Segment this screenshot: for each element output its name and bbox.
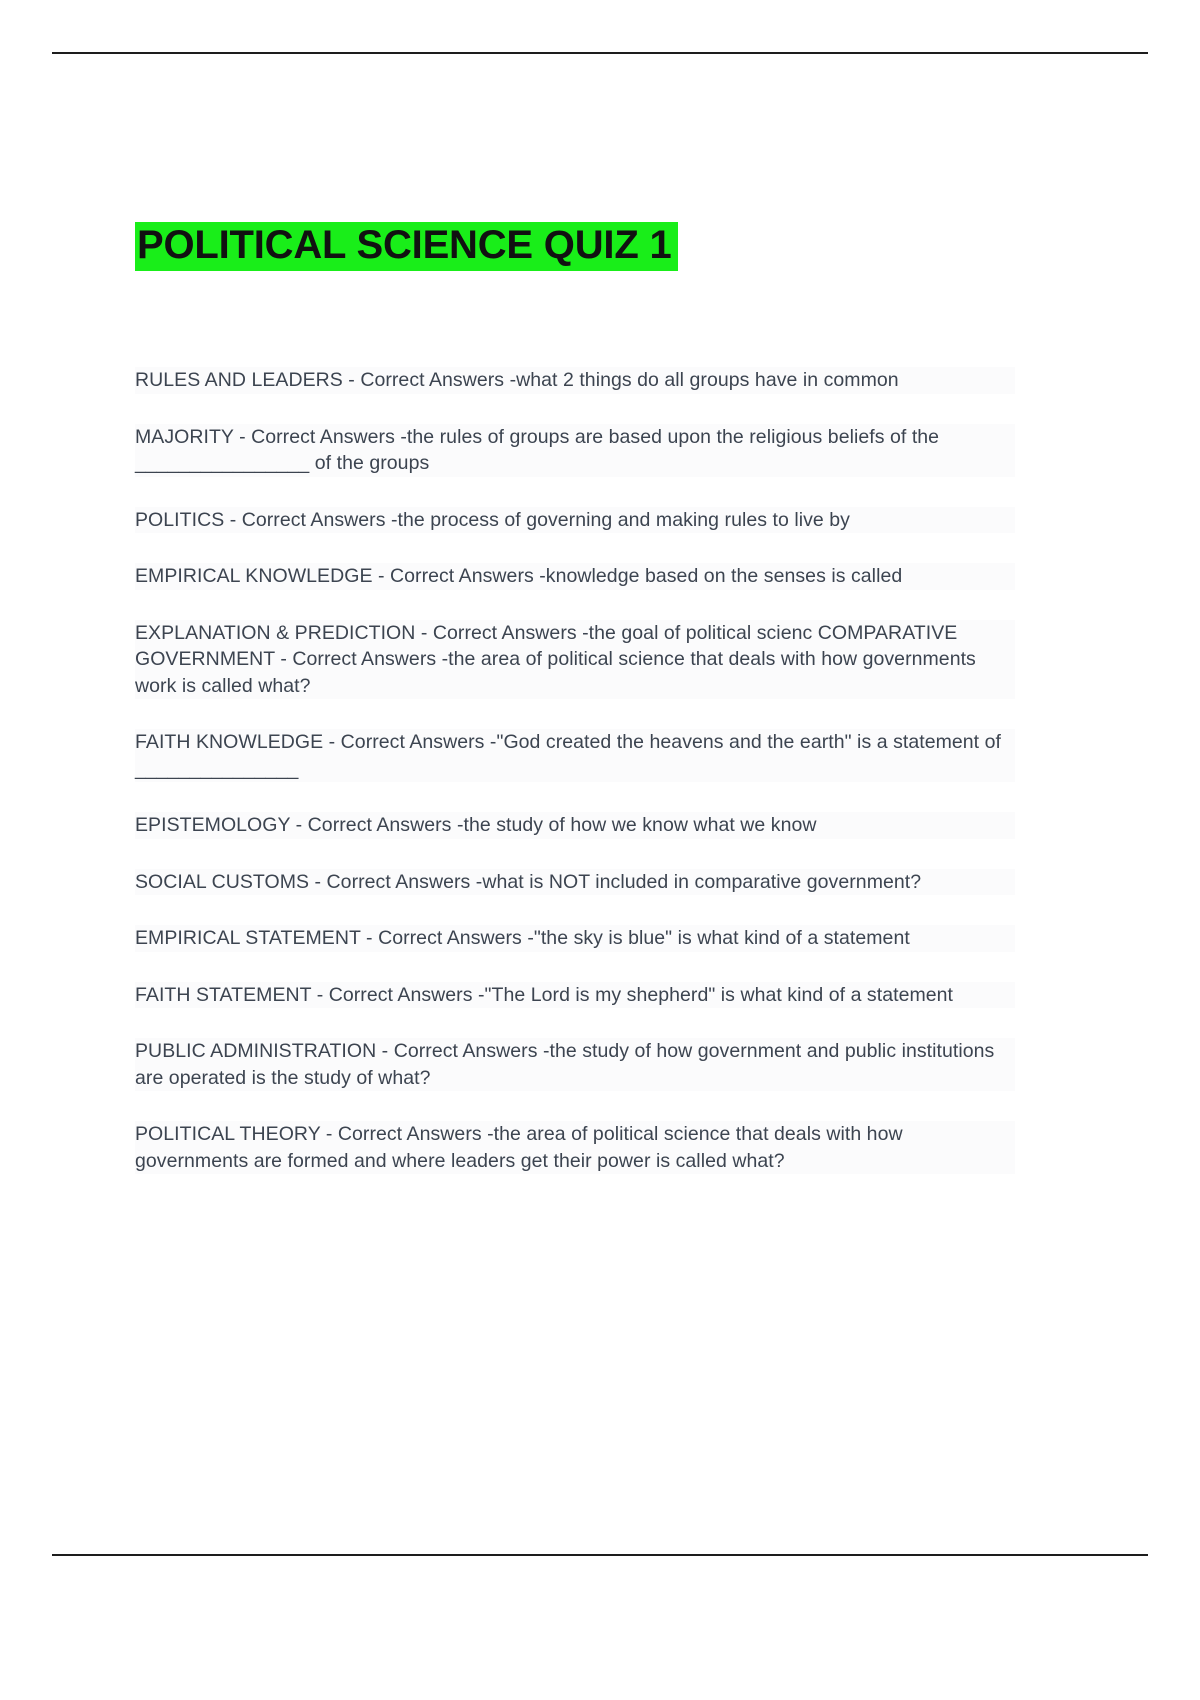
qa-entry: EPISTEMOLOGY - Correct Answers -the study of how we know what we know [135, 812, 1015, 839]
qa-entry: EMPIRICAL STATEMENT - Correct Answers -"the sky is blue" is what kind of a statement [135, 925, 1015, 952]
footer-divider [52, 1554, 1148, 1556]
qa-entry: FAITH STATEMENT - Correct Answers -"The Lord is my shepherd" is what kind of a statement [135, 982, 1015, 1009]
page-title: POLITICAL SCIENCE QUIZ 1 [135, 222, 678, 271]
qa-entry: RULES AND LEADERS - Correct Answers -what 2 things do all groups have in common [135, 367, 1015, 394]
qa-entry: EMPIRICAL KNOWLEDGE - Correct Answers -knowledge based on the senses is called [135, 563, 1015, 590]
qa-entry: PUBLIC ADMINISTRATION - Correct Answers -the study of how government and public institutions are operated is the study of what? [135, 1038, 1015, 1091]
qa-entry: EXPLANATION & PREDICTION - Correct Answers -the goal of political scienc COMPARATIVE GOVERNMENT - Correct Answers -the area of political science that deals with how governments work is called what? [135, 620, 1015, 700]
header-divider [52, 52, 1148, 54]
document-body [135, 222, 1015, 1174]
qa-entry-list [135, 367, 1015, 1174]
qa-entry: FAITH KNOWLEDGE - Correct Answers -"God created the heavens and the earth" is a statement of _______________ [135, 729, 1015, 782]
qa-entry: POLITICS - Correct Answers -the process of governing and making rules to live by [135, 507, 1015, 534]
qa-entry: SOCIAL CUSTOMS - Correct Answers -what is NOT included in comparative government? [135, 869, 1015, 896]
qa-entry: MAJORITY - Correct Answers -the rules of groups are based upon the religious beliefs of the ________________ of the groups [135, 424, 1015, 477]
qa-entry: POLITICAL THEORY - Correct Answers -the area of political science that deals with how governments are formed and where leaders get their power is called what? [135, 1121, 1015, 1174]
